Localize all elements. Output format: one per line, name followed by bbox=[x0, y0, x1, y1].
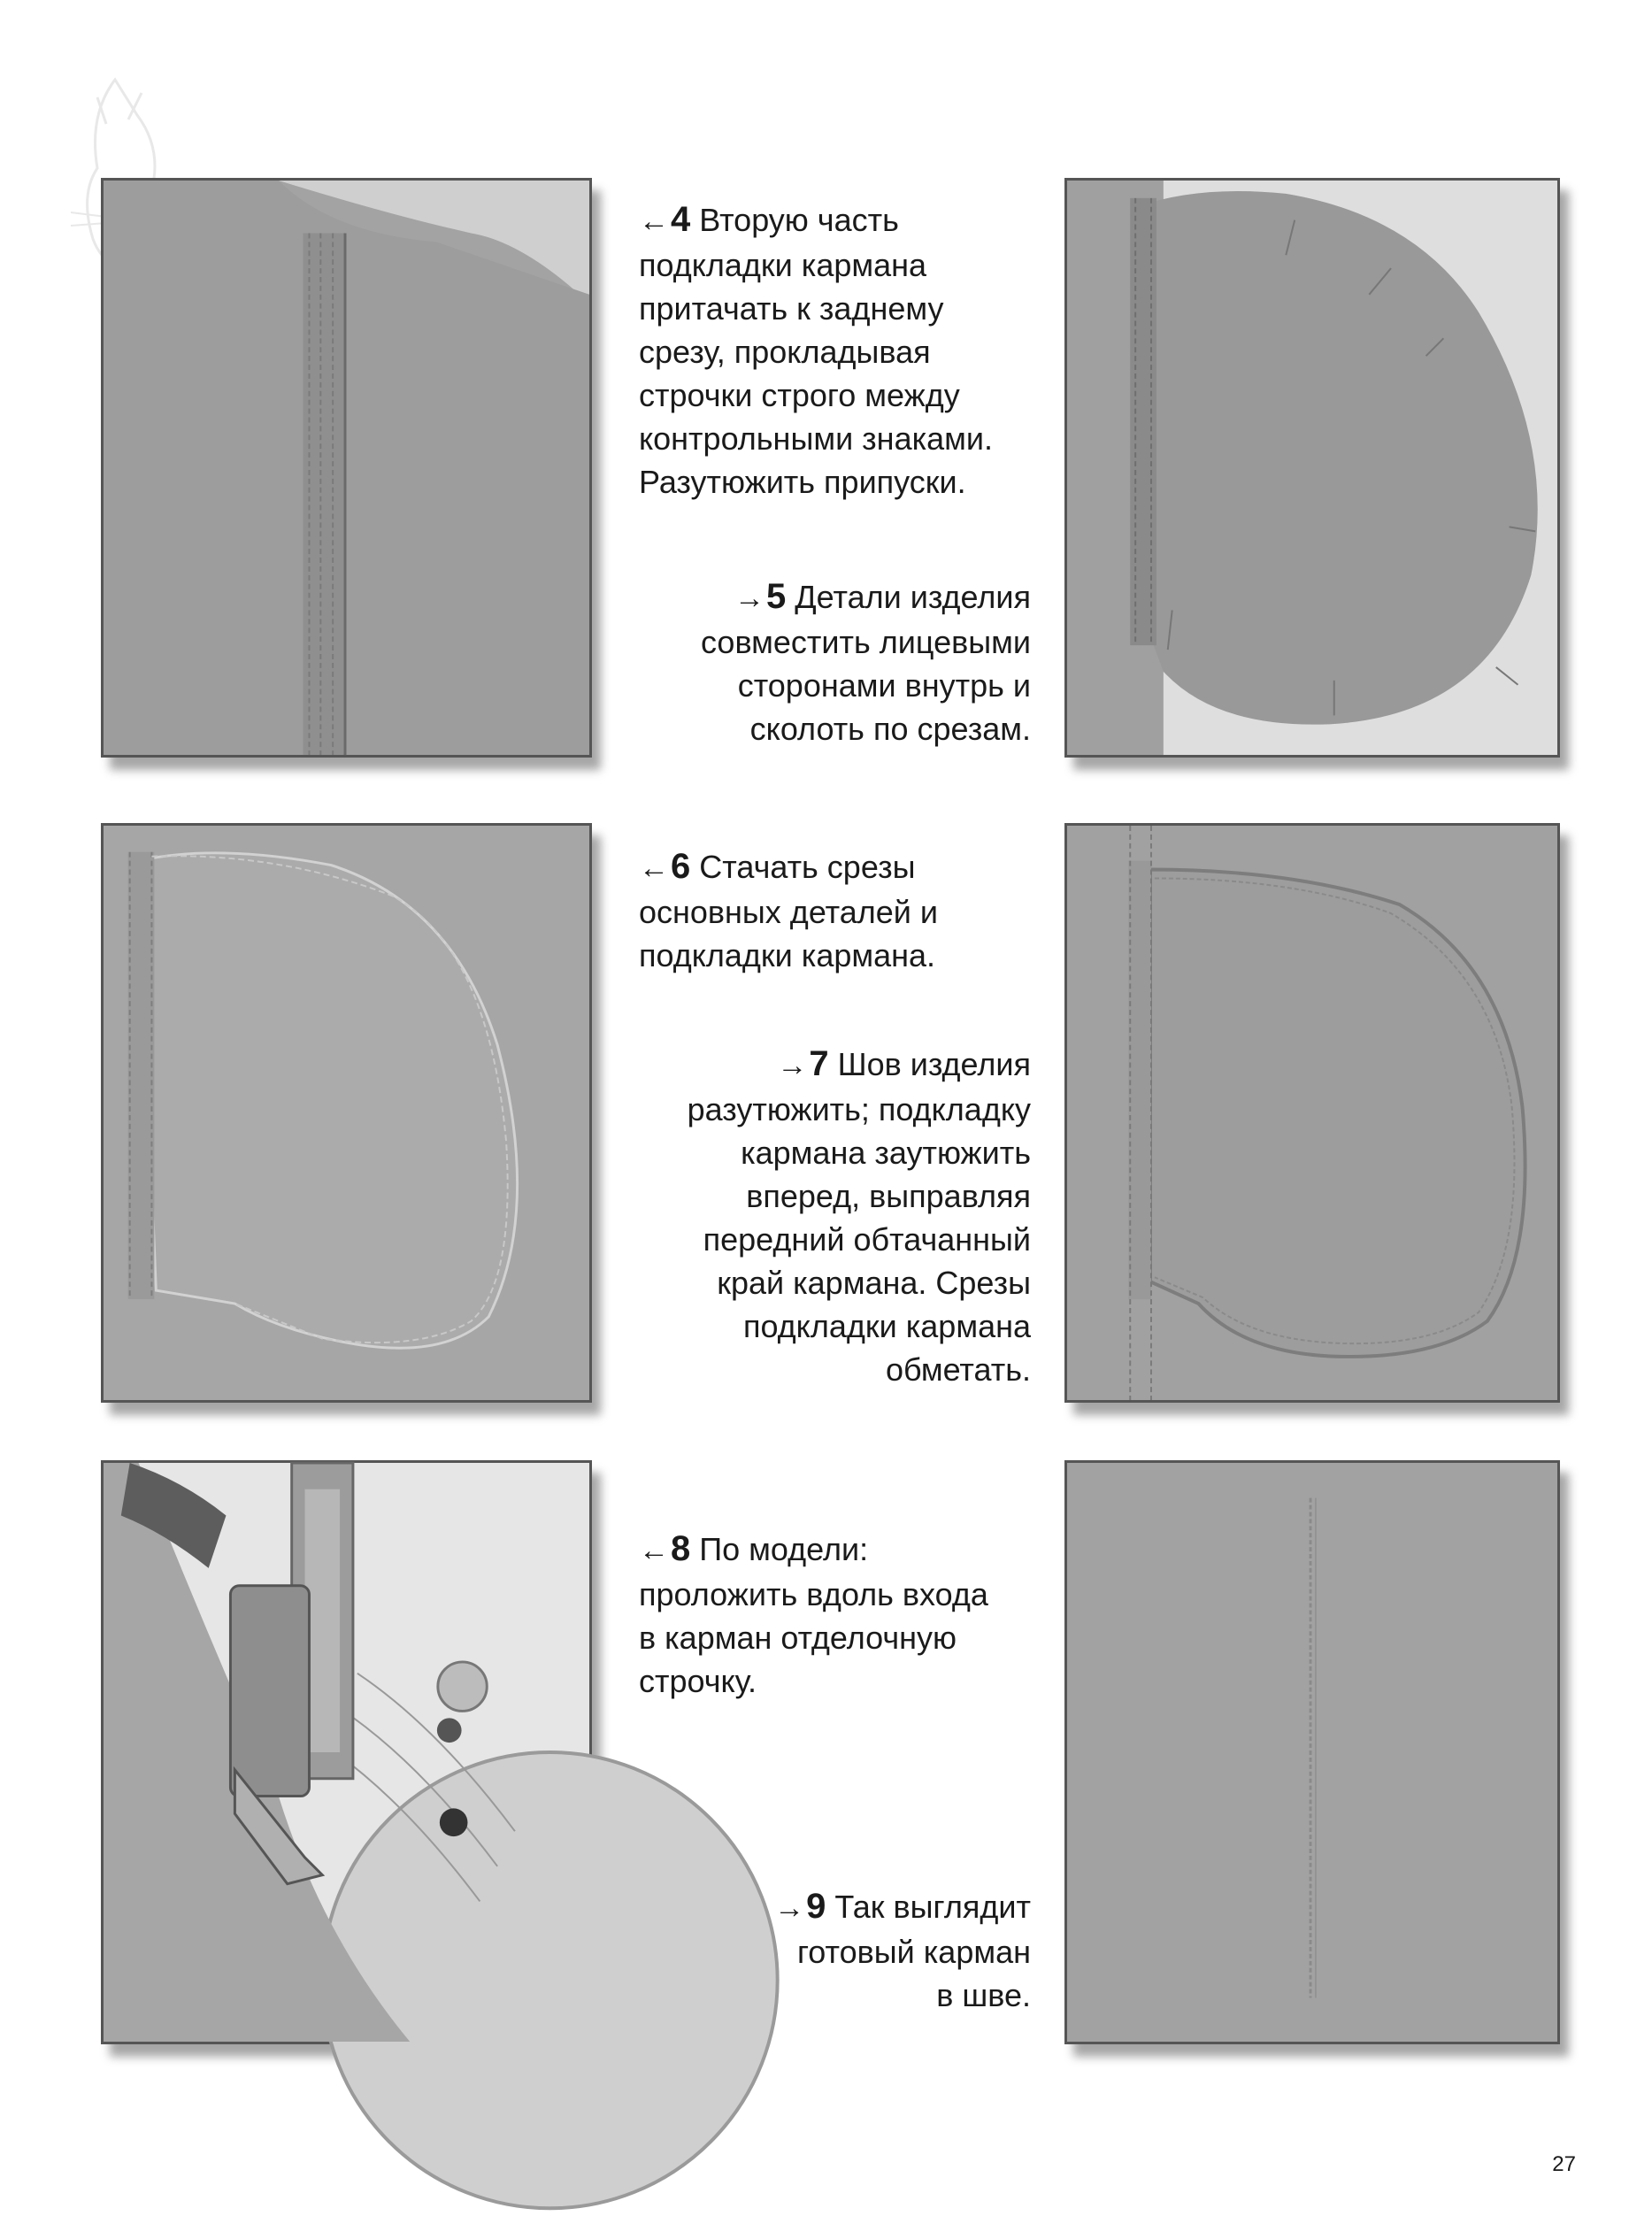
right-arrow-icon: → bbox=[777, 1049, 808, 1082]
photo-step-7 bbox=[1064, 823, 1560, 1403]
photo-step-5 bbox=[1064, 178, 1560, 758]
right-arrow-icon: → bbox=[734, 581, 765, 615]
step-7-text: →7 Шов изделия разутюжить; подкладку кармана заутюжить вперед, выправляя передний обтачанный край кармана. Срезы подкладки кармана обметать. bbox=[687, 1044, 1031, 1388]
step-9-text: →9 Так выглядит готовый карман в шве. bbox=[774, 1887, 1031, 2013]
step-8-text: ←8 По модели: проложить вдоль входа в карман отделочную строчку. bbox=[639, 1529, 988, 1699]
photo-step-8 bbox=[101, 1460, 592, 2044]
step-6-text: ←6 Стачать срезы основных деталей и подкладки кармана. bbox=[639, 847, 938, 973]
step-5-text: →5 Детали изделия совместить лицевыми сторонами внутрь и сколоть по срезам. bbox=[701, 577, 1031, 747]
step-4-text: ←4 Вторую часть подкладки кармана притачать к заднему срезу, прокладывая строчки строго между контрольными знаками. Разутюжить припуски. bbox=[639, 200, 994, 500]
photo-step-9 bbox=[1064, 1460, 1560, 2044]
page-number: 27 bbox=[1552, 2152, 1576, 2176]
left-arrow-icon: ← bbox=[639, 851, 669, 885]
right-arrow-icon: → bbox=[774, 1891, 805, 1925]
left-arrow-icon: ← bbox=[639, 1534, 669, 1567]
photo-step-4 bbox=[101, 178, 592, 758]
photo-step-6 bbox=[101, 823, 592, 1403]
left-arrow-icon: ← bbox=[639, 204, 669, 238]
